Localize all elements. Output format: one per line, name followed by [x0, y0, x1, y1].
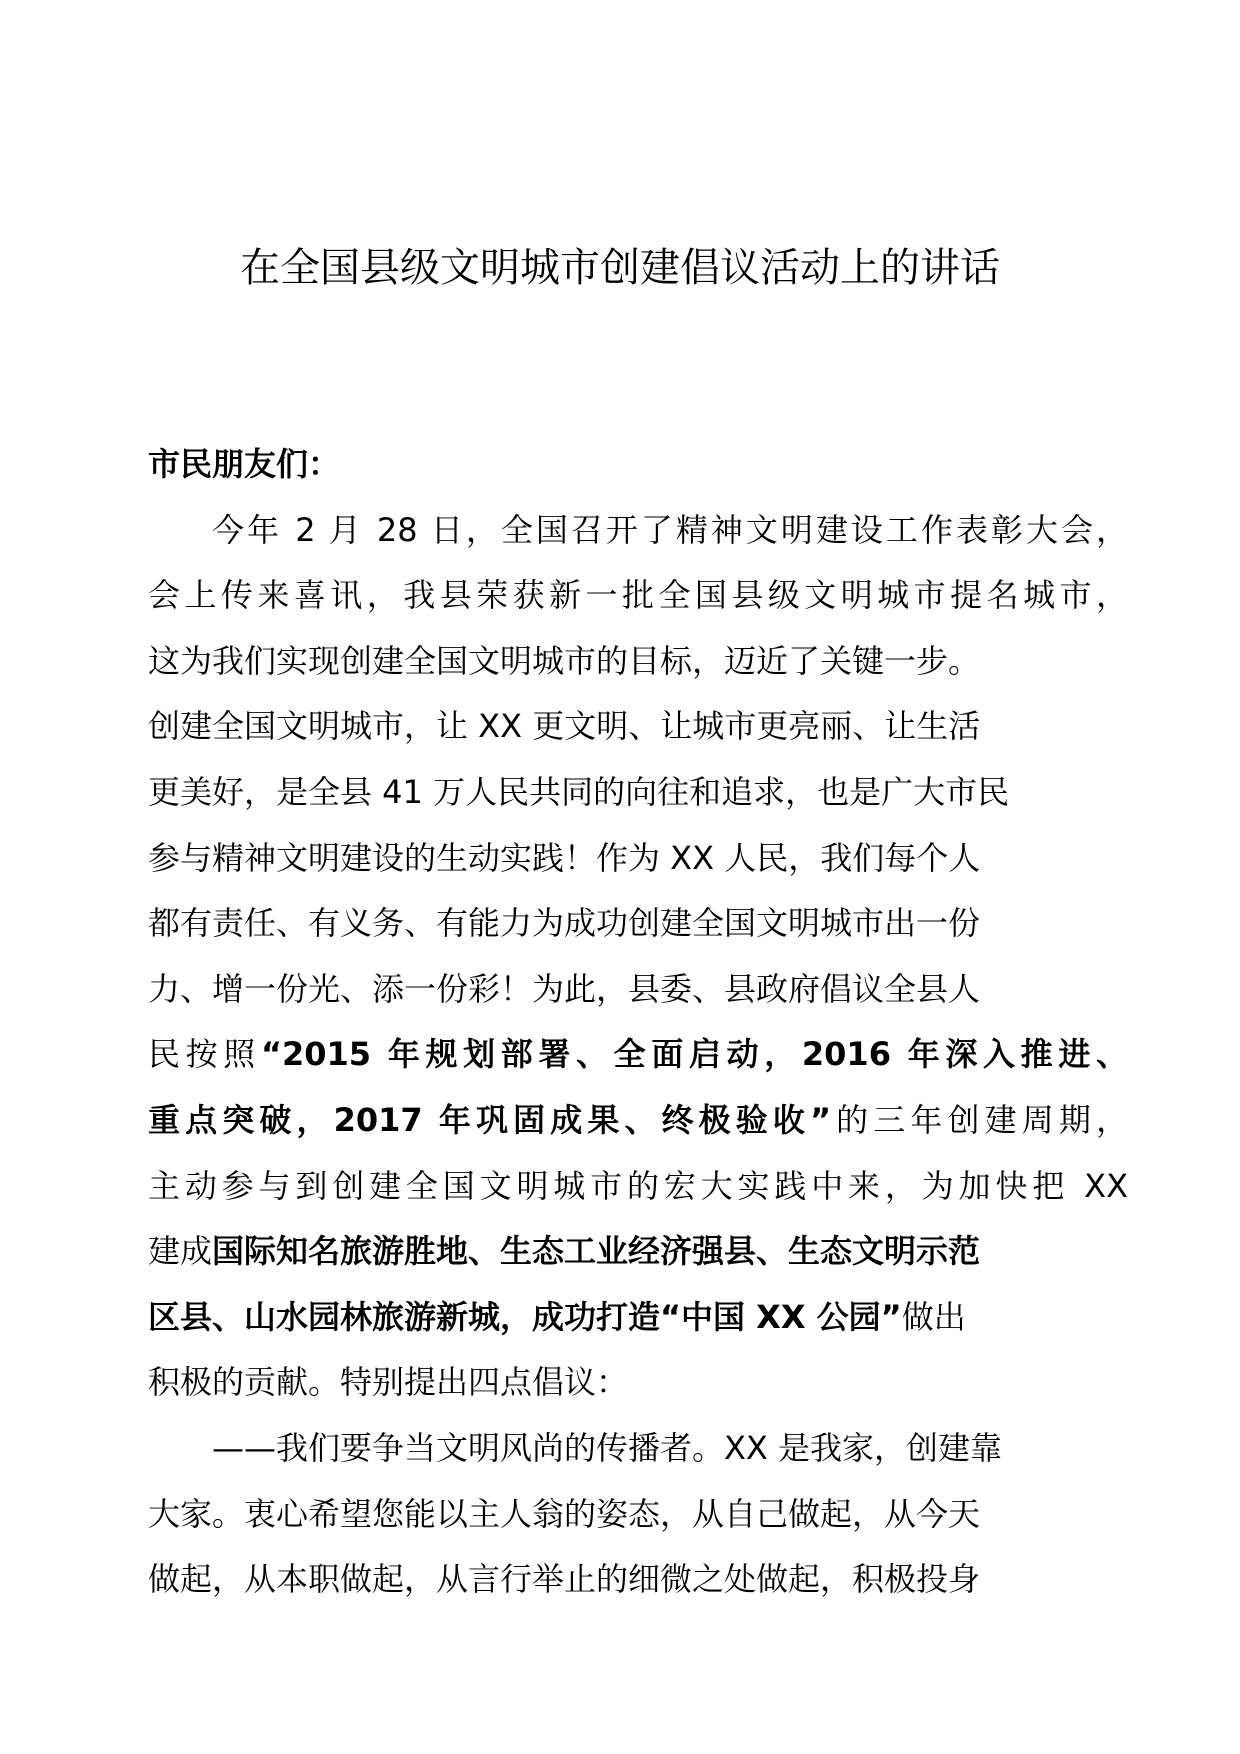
text-line [148, 563, 1128, 629]
text-line [148, 1285, 1128, 1351]
text-segment: 建成 [148, 1232, 213, 1271]
text-segment: 都有责任、有义务、有能力为成功创建全国文明城市出一份 [148, 904, 981, 943]
text-segment: 做起，从本职做起，从言行举止的细微之处做起，积极投身 [148, 1560, 981, 1599]
bold-text-segment: 重点突破，2017 年巩固成果、终极验收” [148, 1100, 832, 1139]
text-segment: 做出 [901, 1297, 966, 1336]
text-segment: 力、增一份光、添一份彩！为此，县委、县政府倡议全县人 [148, 969, 981, 1008]
text-line [148, 826, 1128, 892]
text-line [148, 760, 1128, 826]
text-segment: 创建全国文明城市，让 XX 更文明、让城市更亮丽、让生活 [148, 707, 981, 746]
text-line [148, 694, 1128, 760]
text-line [148, 498, 1128, 564]
text-line [148, 1154, 1128, 1220]
text-line [148, 957, 1128, 1023]
text-line [148, 1547, 1128, 1613]
text-line [148, 1350, 1128, 1416]
text-segment: 这为我们实现创建全国文明城市的目标，迈近了关键一步。 [148, 641, 981, 680]
bold-text-segment: 国际知名旅游胜地、生态工业经济强县、生态文明示范 [212, 1232, 981, 1271]
bold-text-segment: “2015 年规划部署、全面启动，2016 年深入推进、 [260, 1035, 1128, 1074]
salutation: 市民朋友们： [148, 445, 341, 483]
text-segment: 今年 2 月 28 日，全国召开了精神文明建设工作表彰大会， [212, 510, 1128, 549]
text-segment: 会上传来喜讯，我县荣获新一批全国县级文明城市提名城市， [148, 576, 1128, 615]
text-line [148, 1219, 1128, 1285]
text-line [148, 891, 1128, 957]
text-line [148, 629, 1128, 695]
text-line [148, 1482, 1128, 1548]
bold-text-segment: 区县、山水园林旅游新城，成功打造“中国 XX 公园” [148, 1297, 902, 1336]
text-segment: 积极的贡献。特别提出四点倡议： [148, 1363, 629, 1402]
document-title: 在全国县级文明城市创建倡议活动上的讲话 [240, 245, 1000, 291]
text-segment: 更美好，是全县 41 万人民共同的向往和追求，也是广大市民 [148, 772, 1010, 811]
text-line [148, 1416, 1128, 1482]
text-segment: ——我们要争当文明风尚的传播者。XX 是我家，创建靠 [212, 1428, 1003, 1467]
text-segment: 大家。衷心希望您能以主人翁的姿态，从自己做起，从今天 [148, 1494, 981, 1533]
text-segment: 主动参与到创建全国文明城市的宏大实践中来，为加快把 XX [148, 1166, 1128, 1205]
document-body [148, 432, 1128, 1613]
text-segment: 民按照 [148, 1035, 261, 1074]
text-segment: 参与精神文明建设的生动实践！作为 XX 人民，我们每个人 [148, 838, 981, 877]
text-segment: 的三年创建周期， [831, 1100, 1128, 1139]
text-line [148, 1088, 1128, 1154]
text-line [148, 1022, 1128, 1088]
